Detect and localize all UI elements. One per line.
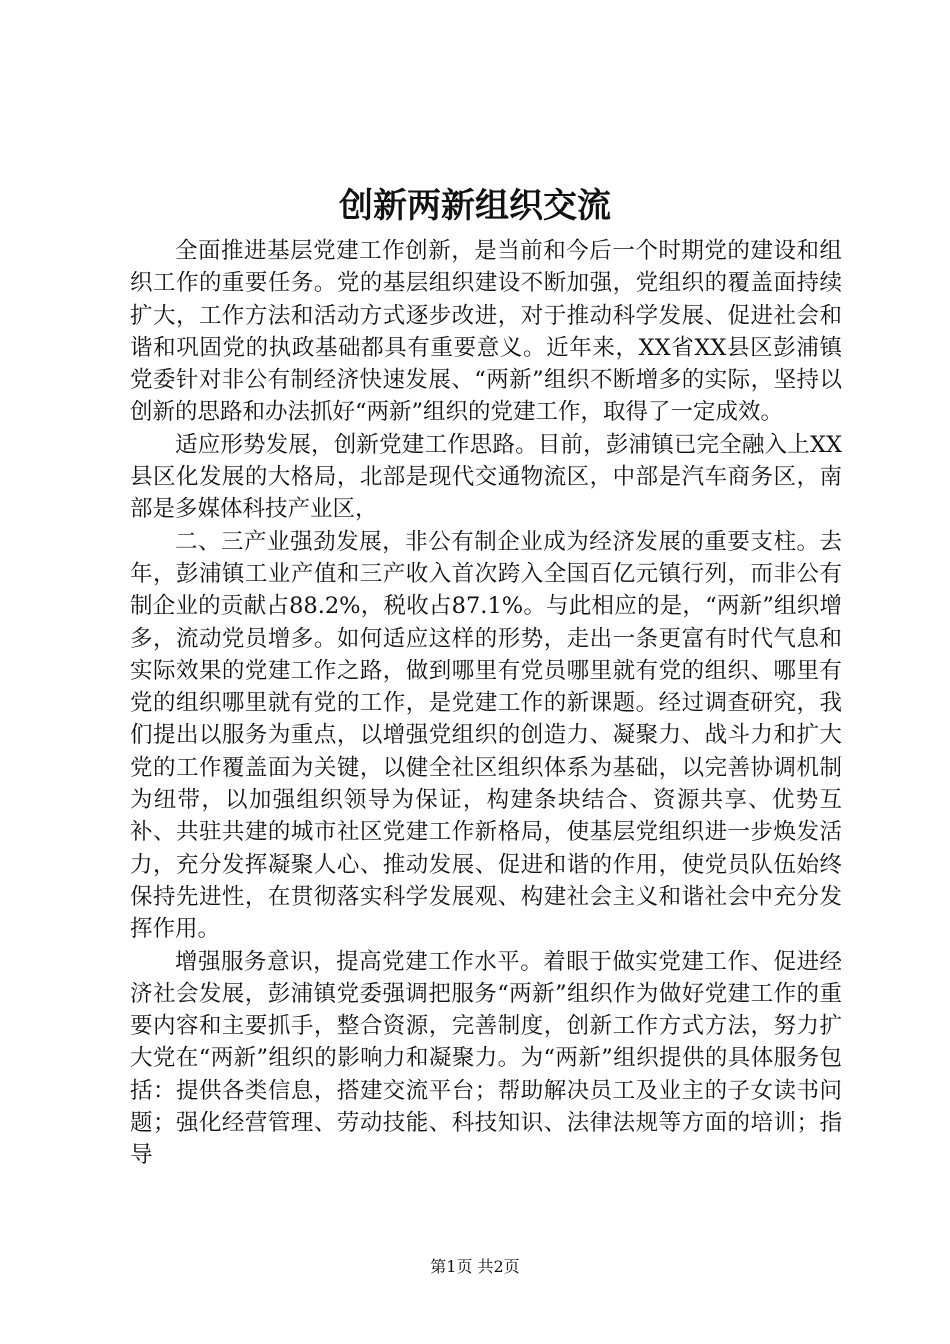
document-body — [130, 235, 842, 1172]
document-title: 创新两新组织交流 — [339, 186, 611, 226]
paragraph: 二、三产业强劲发展，非公有制企业成为经济发展的重要支柱。去年，彭浦镇工业产值和三产收入首次跨入全国百亿元镇行列，而非公有制企业的贡献占88.2%，税收占87.1%。与此相应的是，“两新”组织增多，流动党员增多。如何适应这样的形势，走出一条更富有时代气息和实际效果的党建工作之路，做到哪里有党员哪里就有党的组织、哪里有党的组织哪里就有党的工作，是党建工作的新课题。经过调查研究，我们提出以服务为重点，以增强党组织的创造力、凝聚力、战斗力和扩大党的工作覆盖面为关键，以健全社区组织体系为基础，以完善协调机制为纽带，以加强组织领导为保证，构建条块结合、资源共享、优势互补、共驻共建的城市社区党建工作新格局，使基层党组织进一步焕发活力，充分发挥凝聚人心、推动发展、促进和谐的作用，使党员队伍始终保持先进性，在贯彻落实科学发展观、构建社会主义和谐社会中充分发挥作用。 — [130, 528, 842, 943]
page-footer: 第1页 共2页 — [430, 1257, 520, 1276]
paragraph: 全面推进基层党建工作创新，是当前和今后一个时期党的建设和组织工作的重要任务。党的基层组织建设不断加强，党组织的覆盖面持续扩大，工作方法和活动方式逐步改进，对于推动科学发展、促进社会和谐和巩固党的执政基础都具有重要意义。近年来，XX省XX县区彭浦镇党委针对非公有制经济快速发展、“两新”组织不断增多的实际，坚持以创新的思路和办法抓好“两新”组织的党建工作，取得了一定成效。 — [130, 238, 842, 426]
paragraph: 适应形势发展，创新党建工作思路。目前，彭浦镇已完全融入上XX县区化发展的大格局，北部是现代交通物流区，中部是汽车商务区，南部是多媒体科技产业区， — [130, 431, 842, 523]
paragraph: 增强服务意识，提高党建工作水平。着眼于做实党建工作、促进经济社会发展，彭浦镇党委强调把服务“两新”组织作为做好党建工作的重要内容和主要抓手，整合资源，完善制度，创新工作方式方法，努力扩大党在“两新”组织的影响力和凝聚力。为“两新”组织提供的具体服务包括：提供各类信息，搭建交流平台；帮助解决员工及业主的子女读书问题；强化经营管理、劳动技能、科技知识、法律法规等方面的培训；指导 — [130, 948, 842, 1169]
